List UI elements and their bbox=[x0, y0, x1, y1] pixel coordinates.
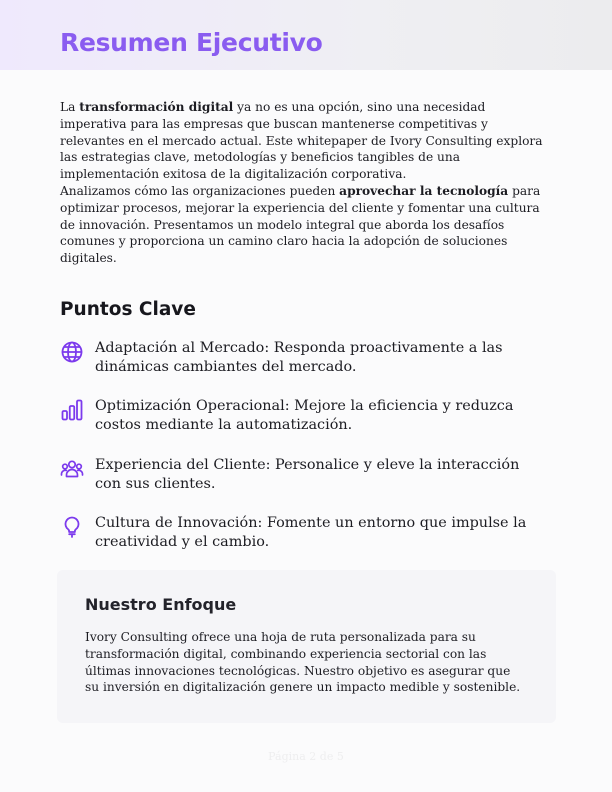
users-icon bbox=[60, 457, 84, 481]
intro-paragraph-2-text-start: Analizamos cómo las organizaciones pueden bbox=[60, 183, 340, 198]
intro-paragraph-2 bbox=[60, 183, 550, 267]
globe-icon bbox=[60, 340, 84, 364]
approach-card bbox=[57, 570, 556, 723]
key-point-text: Experiencia del Cliente: Personalice y eleve la interacción con sus clientes. bbox=[95, 457, 520, 493]
lightbulb-icon bbox=[60, 515, 84, 539]
intro-paragraph-2-emphasis: aprovechar la tecnología bbox=[339, 183, 509, 198]
intro-paragraph-1-text-end: ya no es una opción, sino una necesidad imperativa para las empresas que buscan mantenerse competitivas y relevantes en el mercado actual. Este whitepaper de Ivory Consulting explora las estrategias clave, metodologías y beneficios tangibles de una implementación exitosa de la digitalización corporativa. bbox=[60, 100, 543, 182]
intro-paragraph-1 bbox=[60, 99, 550, 183]
intro-paragraph-2-text-end: para optimizar procesos, mejorar la experiencia del cliente y fomentar una cultura de innovación. Presentamos un modelo integral que aborda los desafíos comunes y proporciona un camino claro hacia la adopción de soluciones digitales. bbox=[60, 183, 541, 266]
page-title: Resumen Ejecutivo bbox=[60, 28, 323, 57]
page-number: Página 2 de 5 bbox=[268, 750, 344, 763]
approach-title: Nuestro Enfoque bbox=[85, 595, 237, 614]
key-point-text: Cultura de Innovación: Fomente un entorno que impulse la creatividad y el cambio. bbox=[95, 515, 527, 551]
intro-section bbox=[60, 99, 550, 267]
key-point-text: Optimización Operacional: Mejore la eficiencia y reduzca costos mediante la automatización. bbox=[95, 398, 514, 434]
key-point-text: Adaptación al Mercado: Responda proactivamente a las dinámicas cambiantes del mercado. bbox=[95, 340, 503, 376]
approach-text: Ivory Consulting ofrece una hoja de ruta personalizada para su transformación digital, combinando experiencia sectorial con las últimas innovaciones tecnológicas. Nuestro objetivo es asegurar que su inversión en digitalización genere un impacto medible y sostenible. bbox=[85, 630, 521, 695]
key-points-title: Puntos Clave bbox=[60, 299, 196, 320]
bar-chart-icon bbox=[60, 398, 84, 422]
intro-paragraph-1-emphasis: transformación digital bbox=[79, 100, 234, 114]
intro-paragraph-1-text-start: La bbox=[60, 100, 80, 114]
